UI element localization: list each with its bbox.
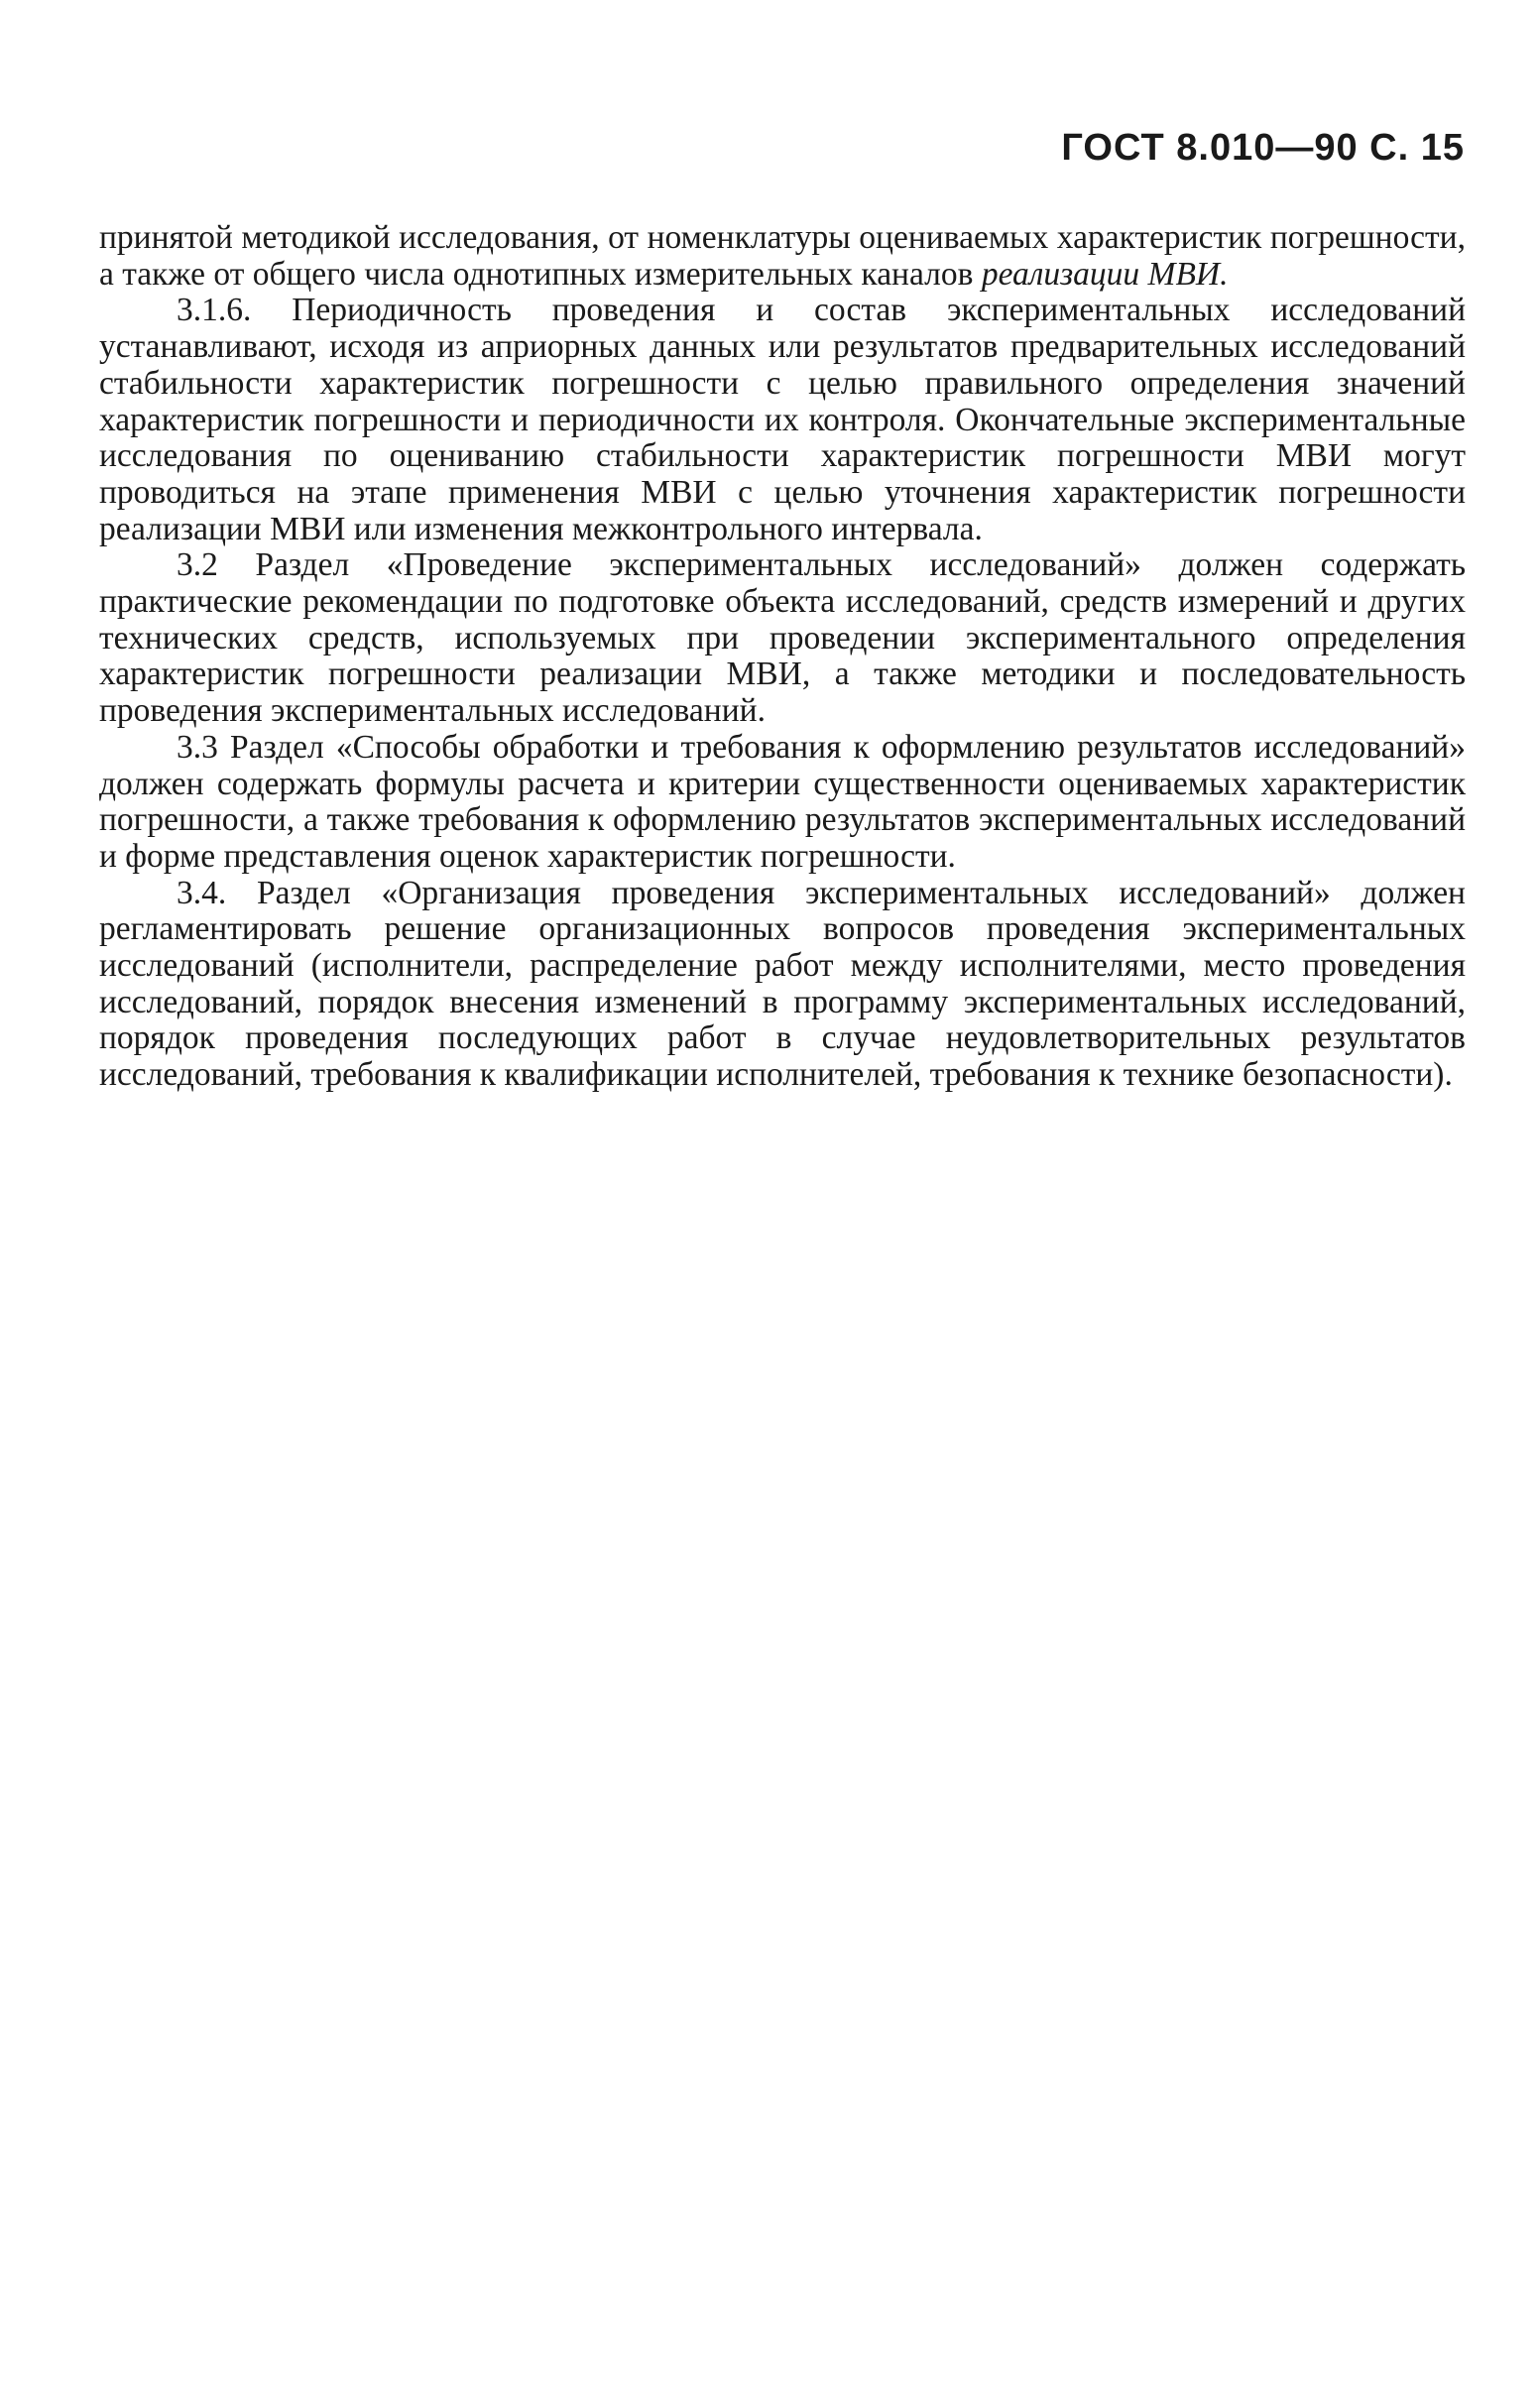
paragraph-continuation-tail: реализации МВИ. bbox=[981, 255, 1229, 293]
running-header: ГОСТ 8.010—90 С. 15 bbox=[1061, 127, 1465, 169]
paragraph-3-3: 3.3 Раздел «Способы обработки и требования к оформлению результатов исследований» должен содержать формулы расчета и критерии существенности оцениваемых характеристик погрешности, а также требования к оформлению результатов экспериментальных исследований и форме представления оценок характеристик погрешности. bbox=[99, 728, 1466, 875]
document-body bbox=[99, 220, 1466, 1094]
paragraph-3-1-6: 3.1.6. Периодичность проведения и состав экспериментальных исследований устанавливают, исходя из априорных данных или результатов предварительных исследований стабильности характеристик погрешности с целью правильного определения значений характеристик погрешности и периодичности их контроля. Окончательные экспериментальные исследования по оцениванию стабильности характеристик погрешности МВИ могут проводиться на этапе применения МВИ с целью уточнения характеристик погрешности реализации МВИ или изменения межконтрольного интервала. bbox=[99, 292, 1466, 547]
paragraph-3-2: 3.2 Раздел «Проведение экспериментальных исследований» должен содержать практические рекомендации по подготовке объекта исследований, средств измерений и других технических средств, используемых при проведении экспериментального определения характеристик погрешности реализации МВИ, а также методики и последовательность проведения экспериментальных исследований. bbox=[99, 546, 1466, 730]
paragraph-continuation bbox=[99, 220, 1466, 293]
paragraph-continuation-text: принятой методикой исследования, от номенклатуры оцениваемых характеристик погрешности, а также от общего числа однотипных измерительных каналов bbox=[99, 219, 1466, 293]
paragraph-3-4: 3.4. Раздел «Организация проведения экспериментальных исследований» должен регламентировать решение организационных вопросов проведения экспериментальных исследований (исполнители, распределение работ между исполнителями, место проведения исследований, порядок внесения изменений в программу экспериментальных исследований, порядок проведения последующих работ в случае неудовлетворительных результатов исследований, требования к квалификации исполнителей, требования к технике безопасности). bbox=[99, 874, 1466, 1094]
